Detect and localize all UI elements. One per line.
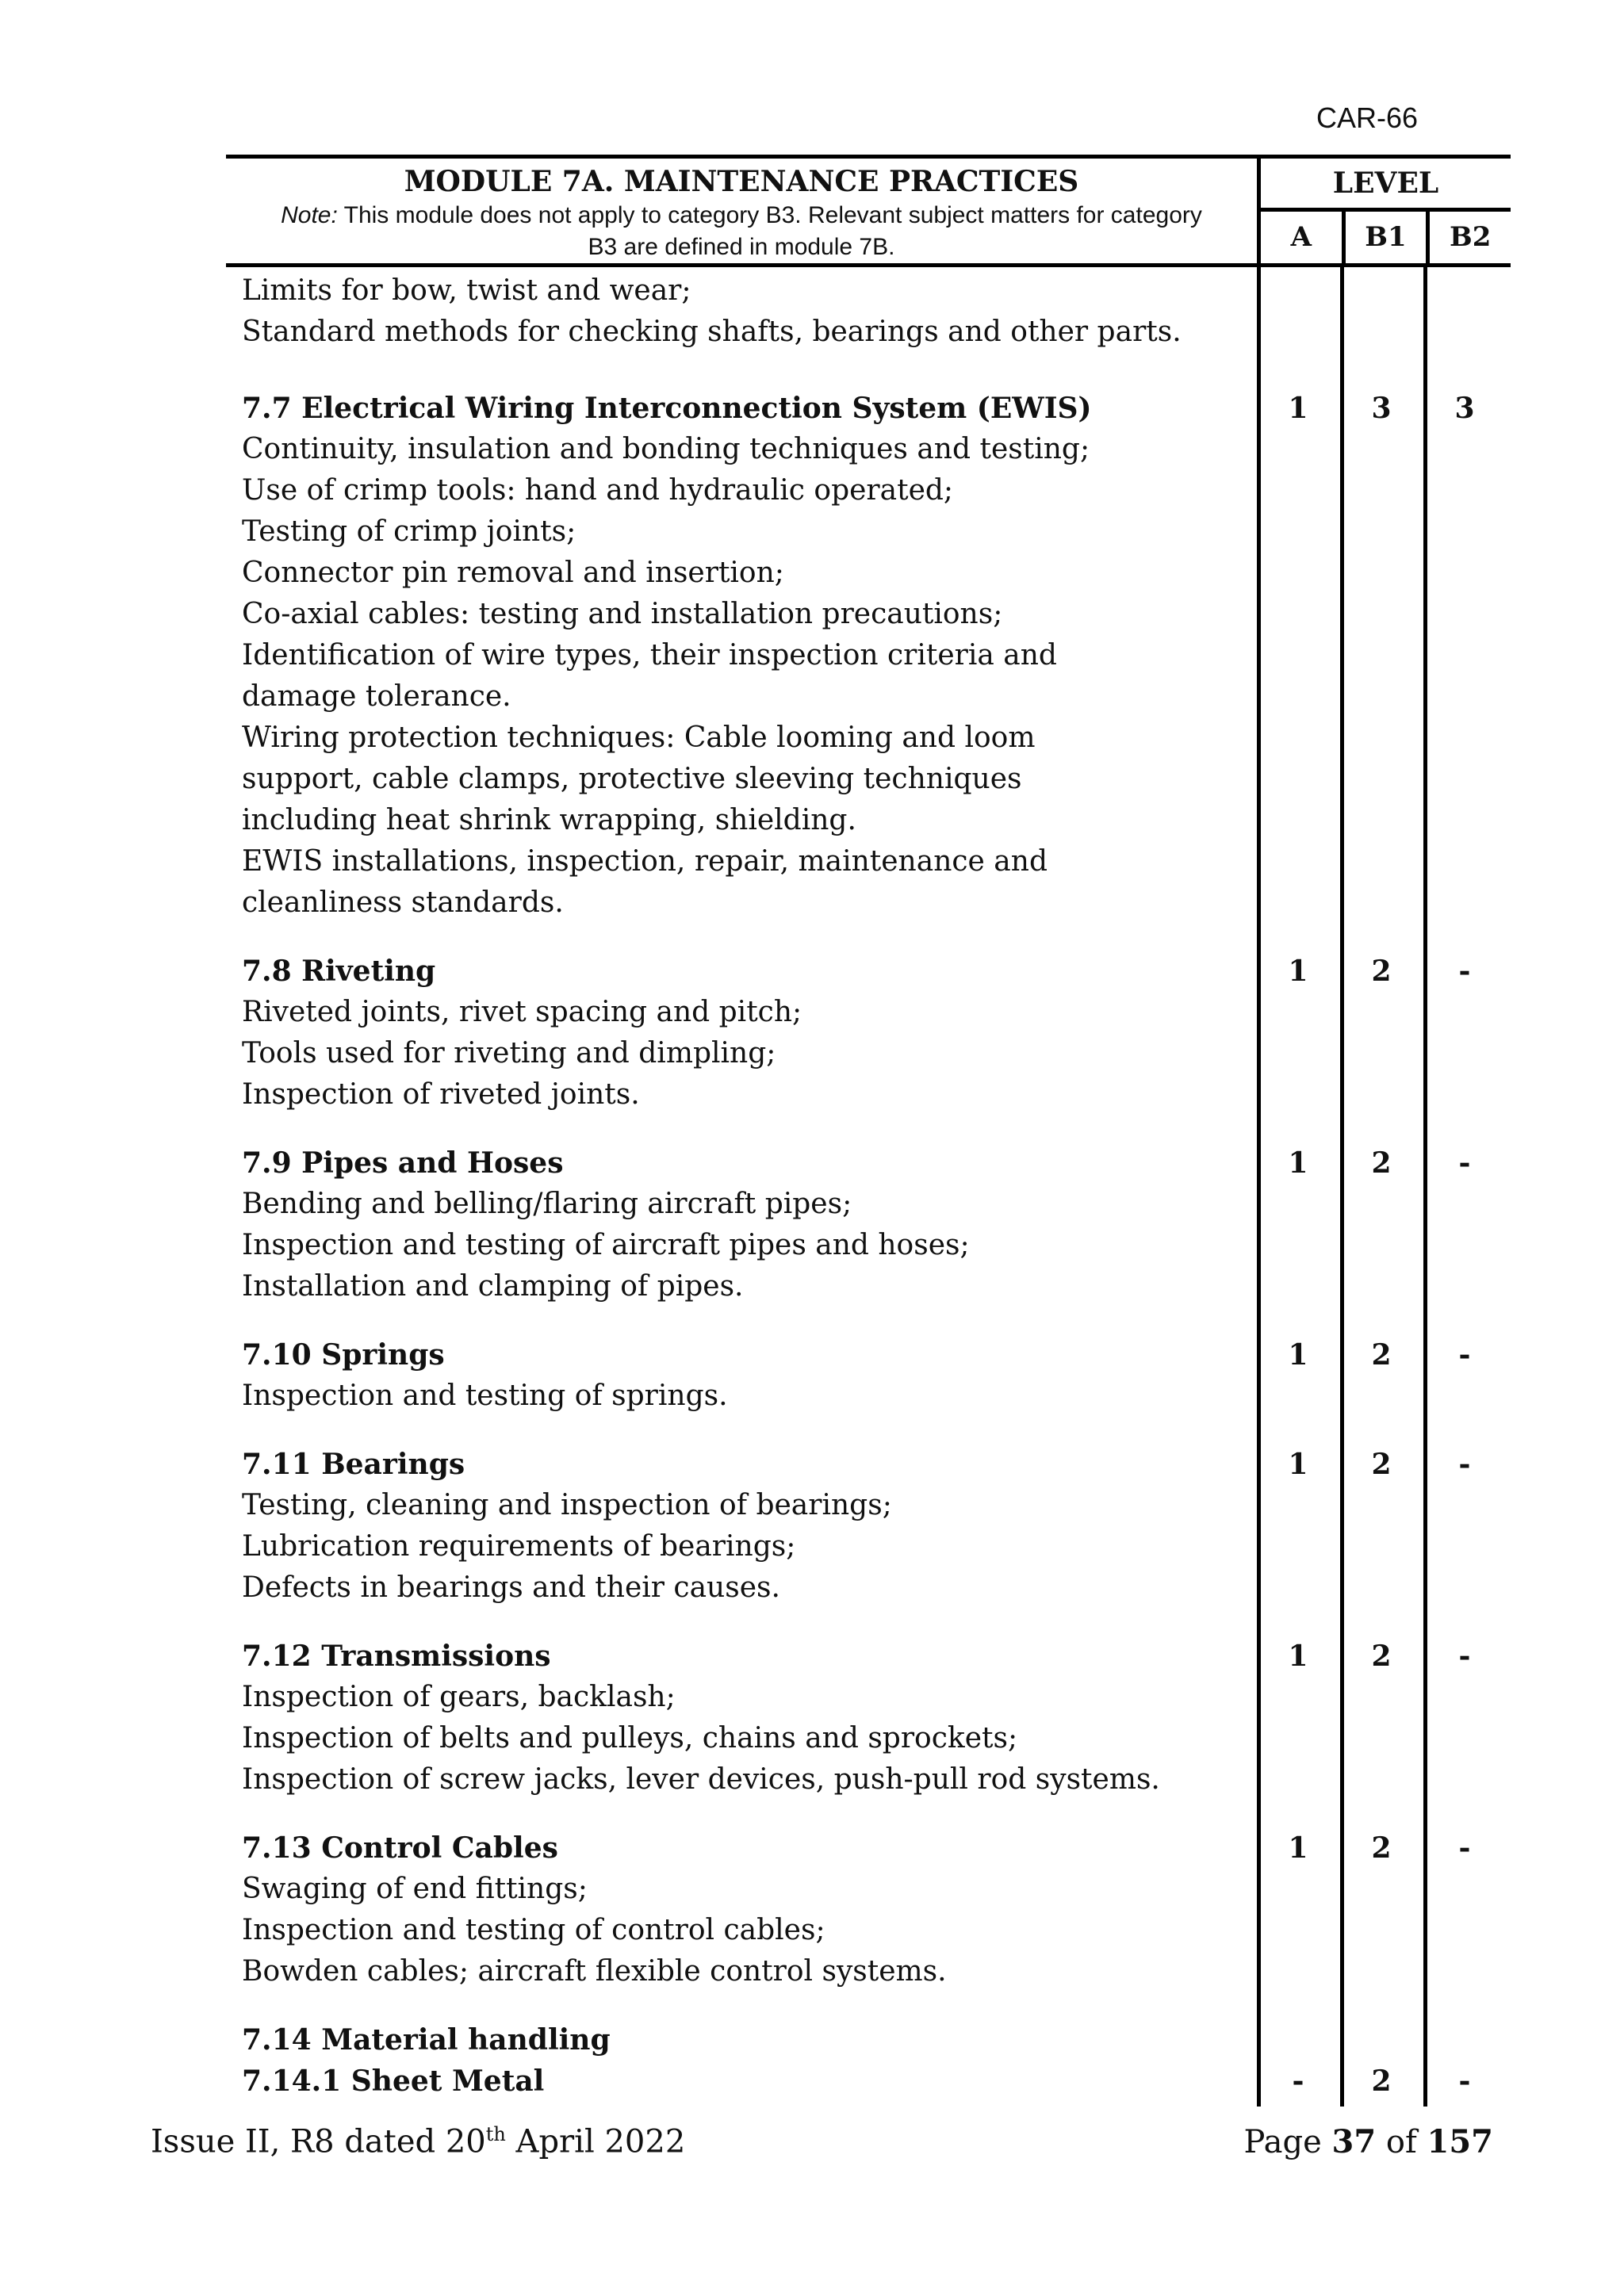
issue-info [151,2123,685,2160]
page-number [1244,2123,1493,2160]
section-line: Inspection of screw jacks, lever devices, push-pull rod systems. [242,1763,1160,1796]
section-line: Tools used for riveting and dimpling; [242,1037,776,1070]
level-b1-value: 2 [1371,1640,1392,1673]
level-b1-value: 2 [1371,1338,1392,1372]
level-b1-value: 3 [1371,392,1392,425]
section-line: Testing, cleaning and inspection of bearings; [242,1489,892,1521]
level-b2-value: - [1458,1640,1471,1673]
section-line: Bowden cables; aircraft flexible control systems. [242,1955,947,1988]
section-title: 7.14 Material handling [242,2023,611,2057]
level-header [1257,159,1511,263]
section-title: 7.11 Bearings [242,1448,465,1481]
note-label: Note: [281,202,338,228]
level-columns [1261,212,1511,263]
note-text: This module does not apply to category B3. Relevant subject matters for category [337,202,1202,228]
section-line: Defects in bearings and their causes. [242,1571,780,1604]
level-b1-value: 2 [1371,1831,1392,1865]
section-title: 7.8 Riveting [242,955,436,988]
level-a-value: 1 [1288,1338,1308,1372]
level-a-value: 1 [1288,1146,1308,1180]
level-a-value: 1 [1288,1448,1308,1481]
issue-suffix: April 2022 [505,2123,686,2160]
level-b1-value: 2 [1371,1448,1392,1481]
level-b2-value: - [1458,1448,1471,1481]
section-title: 7.12 Transmissions [242,1640,551,1673]
module-table [226,155,1511,2107]
section-line: Inspection and testing of control cables; [242,1914,825,1946]
section-line: Inspection of riveted joints. [242,1078,640,1111]
section-line: damage tolerance. [242,680,511,713]
section-line: Inspection and testing of aircraft pipes and hoses; [242,1229,970,1261]
intro-line: Standard methods for checking shafts, bearings and other parts. [242,316,1182,348]
level-b2-value: 3 [1454,392,1475,425]
level-b1-value: 2 [1371,955,1392,988]
document-code: CAR-66 [1316,101,1418,134]
section-line: Bending and belling/flaring aircraft pipes; [242,1188,852,1220]
page-prefix: Page [1243,2124,1332,2160]
section-title: 7.13 Control Cables [242,1831,558,1865]
level-b2-value: - [1458,1338,1471,1372]
note-text-line2: B3 are defined in module 7B. [588,234,895,260]
page-of: of [1376,2124,1427,2160]
section-title: 7.14.1 Sheet Metal [242,2064,545,2098]
section-title: 7.9 Pipes and Hoses [242,1146,564,1180]
section-line: Installation and clamping of pipes. [242,1270,744,1303]
section-line: support, cable clamps, protective sleeving techniques [242,763,1022,795]
section-line: Inspection of gears, backlash; [242,1681,676,1713]
section-line: Inspection and testing of springs. [242,1380,728,1412]
level-b1-value: 2 [1371,2064,1392,2098]
level-b2-value: - [1458,955,1471,988]
level-b2-value: - [1458,1146,1471,1180]
issue-prefix: Issue II, R8 dated 20 [151,2123,486,2160]
page-total: 157 [1427,2123,1493,2160]
level-b1-value: 2 [1371,1146,1392,1180]
level-a-value: 1 [1288,392,1308,425]
table-title-cell [226,159,1257,263]
level-a-value: - [1292,2064,1304,2098]
level-a-value: 1 [1288,955,1308,988]
level-b2-value: - [1458,2064,1471,2098]
level-col-b1: B1 [1342,212,1427,263]
section-line: Wiring protection techniques: Cable looming and loom [242,721,1036,754]
section-title: 7.7 Electrical Wiring Interconnection System (EWIS) [242,392,1092,425]
level-col-b2: B2 [1426,212,1511,263]
section-line: Riveted joints, rivet spacing and pitch; [242,996,802,1028]
level-label: LEVEL [1261,159,1511,212]
section-line: Swaging of end fittings; [242,1873,588,1905]
level-a-value: 1 [1288,1831,1308,1865]
level-b2-value: - [1458,1831,1471,1865]
table-body [226,267,1511,2107]
issue-sup: th [485,2123,506,2145]
module-note [226,200,1257,263]
section-line: Connector pin removal and insertion; [242,557,784,589]
section-line: Use of crimp tools: hand and hydraulic operated; [242,474,954,507]
section-line: Lubrication requirements of bearings; [242,1530,796,1563]
section-line: Testing of crimp joints; [242,515,576,548]
section-line: Identification of wire types, their inspection criteria and [242,639,1057,672]
section-line: EWIS installations, inspection, repair, maintenance and [242,845,1048,878]
section-line: including heat shrink wrapping, shielding. [242,804,856,836]
level-col-a: A [1290,221,1312,253]
section-line: Co-axial cables: testing and installation precautions; [242,598,1003,630]
intro-line: Limits for bow, twist and wear; [242,274,691,307]
section-line: Inspection of belts and pulleys, chains and sprockets; [242,1722,1018,1755]
section-line: cleanliness standards. [242,886,564,919]
module-title: MODULE 7A. MAINTENANCE PRACTICES [404,165,1079,198]
table-header [226,155,1511,267]
level-a-value: 1 [1288,1640,1308,1673]
section-title: 7.10 Springs [242,1338,445,1372]
section-line: Continuity, insulation and bonding techniques and testing; [242,433,1090,465]
page-current: 37 [1331,2123,1377,2160]
